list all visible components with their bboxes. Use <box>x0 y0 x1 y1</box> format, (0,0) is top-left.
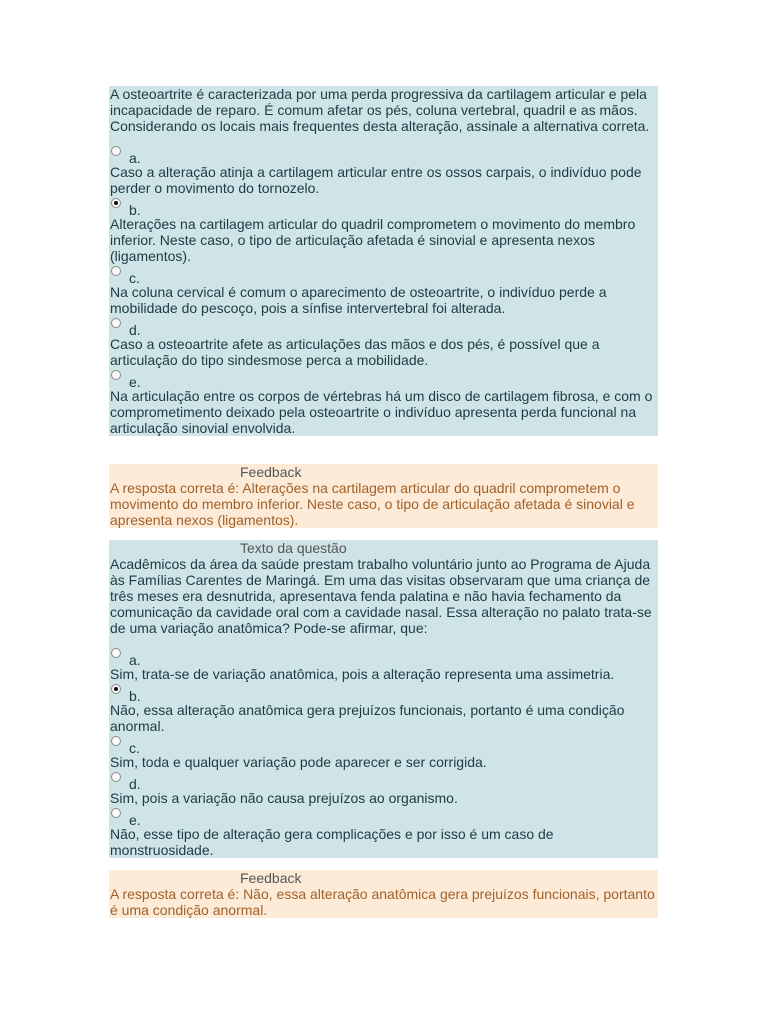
feedback-title: Feedback <box>109 870 658 886</box>
feedback-2-panel <box>109 870 658 918</box>
option-a-row[interactable] <box>109 650 658 666</box>
radio-button-c[interactable] <box>111 736 121 746</box>
feedback-text: A resposta correta é: Não, essa alteração anatômica gera prejuízos funcionais, portanto é uma condição anormal. <box>109 886 658 918</box>
option-b-row[interactable] <box>109 200 658 216</box>
option-letter: a. <box>129 150 141 166</box>
feedback-title: Feedback <box>109 464 658 480</box>
radio-button-a[interactable] <box>111 146 121 156</box>
option-d-row[interactable] <box>109 774 658 790</box>
option-letter: b. <box>129 202 141 218</box>
option-c-text: Na coluna cervical é comum o aparecimento de osteoartrite, o indivíduo perde a mobilidade do pescoço, pois a sínfise intervertebral foi alterada. <box>110 284 607 316</box>
option-e-row[interactable] <box>109 372 658 388</box>
question-1-panel <box>109 86 658 436</box>
question-2-text: Acadêmicos da área da saúde prestam trabalho voluntário junto ao Programa de Ajuda às Famílias Carentes de Maringá. Em uma das visitas observaram que uma criança de três meses era desnutrida, apresentava fenda palatina e não havia fechamento da comunicação da cavidade oral com a cavidade nasal. Essa alteração no palato trata-se de uma variação anatômica? Pode-se afirmar, que: <box>110 556 652 636</box>
option-d-text: Caso a osteoartrite afete as articulações das mãos e dos pés, é possível que a articulação do tipo sindesmose perca a mobilidade. <box>110 336 600 368</box>
option-d-text: Sim, pois a variação não causa prejuízos ao organismo. <box>110 790 458 806</box>
feedback-text: A resposta correta é: Alterações na cartilagem articular do quadril comprometem o movimento do membro inferior. Neste caso, o tipo de articulação afetada é sinovial e apresenta nexos (ligamentos). <box>109 480 658 528</box>
radio-button-e[interactable] <box>111 370 121 380</box>
radio-button-d[interactable] <box>111 772 121 782</box>
option-c-row[interactable] <box>109 738 658 754</box>
question-2-panel <box>109 556 658 858</box>
option-letter: d. <box>129 776 141 792</box>
option-b-text: Alterações na cartilagem articular do quadril comprometem o movimento do membro inferior. Neste caso, o tipo de articulação afetada é sinovial e apresenta nexos (ligamentos). <box>110 216 636 264</box>
radio-button-c[interactable] <box>111 266 121 276</box>
option-letter: e. <box>129 812 141 828</box>
option-e-row[interactable] <box>109 810 658 826</box>
option-letter: e. <box>129 374 141 390</box>
option-letter: d. <box>129 322 141 338</box>
option-a-text: Sim, trata-se de variação anatômica, pois a alteração representa uma assimetria. <box>110 666 615 682</box>
option-c-text: Sim, toda e qualquer variação pode aparecer e ser corrigida. <box>110 754 487 770</box>
option-letter: a. <box>129 652 141 668</box>
radio-button-b-selected[interactable] <box>111 198 121 208</box>
question-2-header <box>109 540 658 556</box>
option-e-text: Na articulação entre os corpos de vértebras há um disco de cartilagem fibrosa, e com o comprometimento deixado pela osteoartrite o indivíduo apresenta perda funcional na articulação sinovial envolvida. <box>110 388 653 436</box>
option-letter: c. <box>129 270 140 286</box>
option-b-text: Não, essa alteração anatômica gera prejuízos funcionais, portanto é uma condição anormal. <box>110 702 625 734</box>
question-text-label: Texto da questão <box>109 540 658 556</box>
option-a-text: Caso a alteração atinja a cartilagem articular entre os ossos carpais, o indivíduo pode perder o movimento do tornozelo. <box>110 164 642 196</box>
option-c-row[interactable] <box>109 268 658 284</box>
option-e-text: Não, esse tipo de alteração gera complicações e por isso é um caso de monstruosidade. <box>110 826 554 858</box>
radio-button-e[interactable] <box>111 808 121 818</box>
option-a-row[interactable] <box>109 148 658 164</box>
option-letter: c. <box>129 740 140 756</box>
radio-button-b-selected[interactable] <box>111 684 121 694</box>
option-d-row[interactable] <box>109 320 658 336</box>
feedback-1-panel <box>109 464 658 528</box>
radio-button-a[interactable] <box>111 648 121 658</box>
radio-button-d[interactable] <box>111 318 121 328</box>
question-1-text: A osteoartrite é caracterizada por uma perda progressiva da cartilagem articular e pela incapacidade de reparo. É comum afetar os pés, coluna vertebral, quadril e as mãos. Considerando os locais mais frequentes desta alteração, assinale a alternativa correta. <box>110 86 650 134</box>
option-b-row[interactable] <box>109 686 658 702</box>
option-letter: b. <box>129 688 141 704</box>
